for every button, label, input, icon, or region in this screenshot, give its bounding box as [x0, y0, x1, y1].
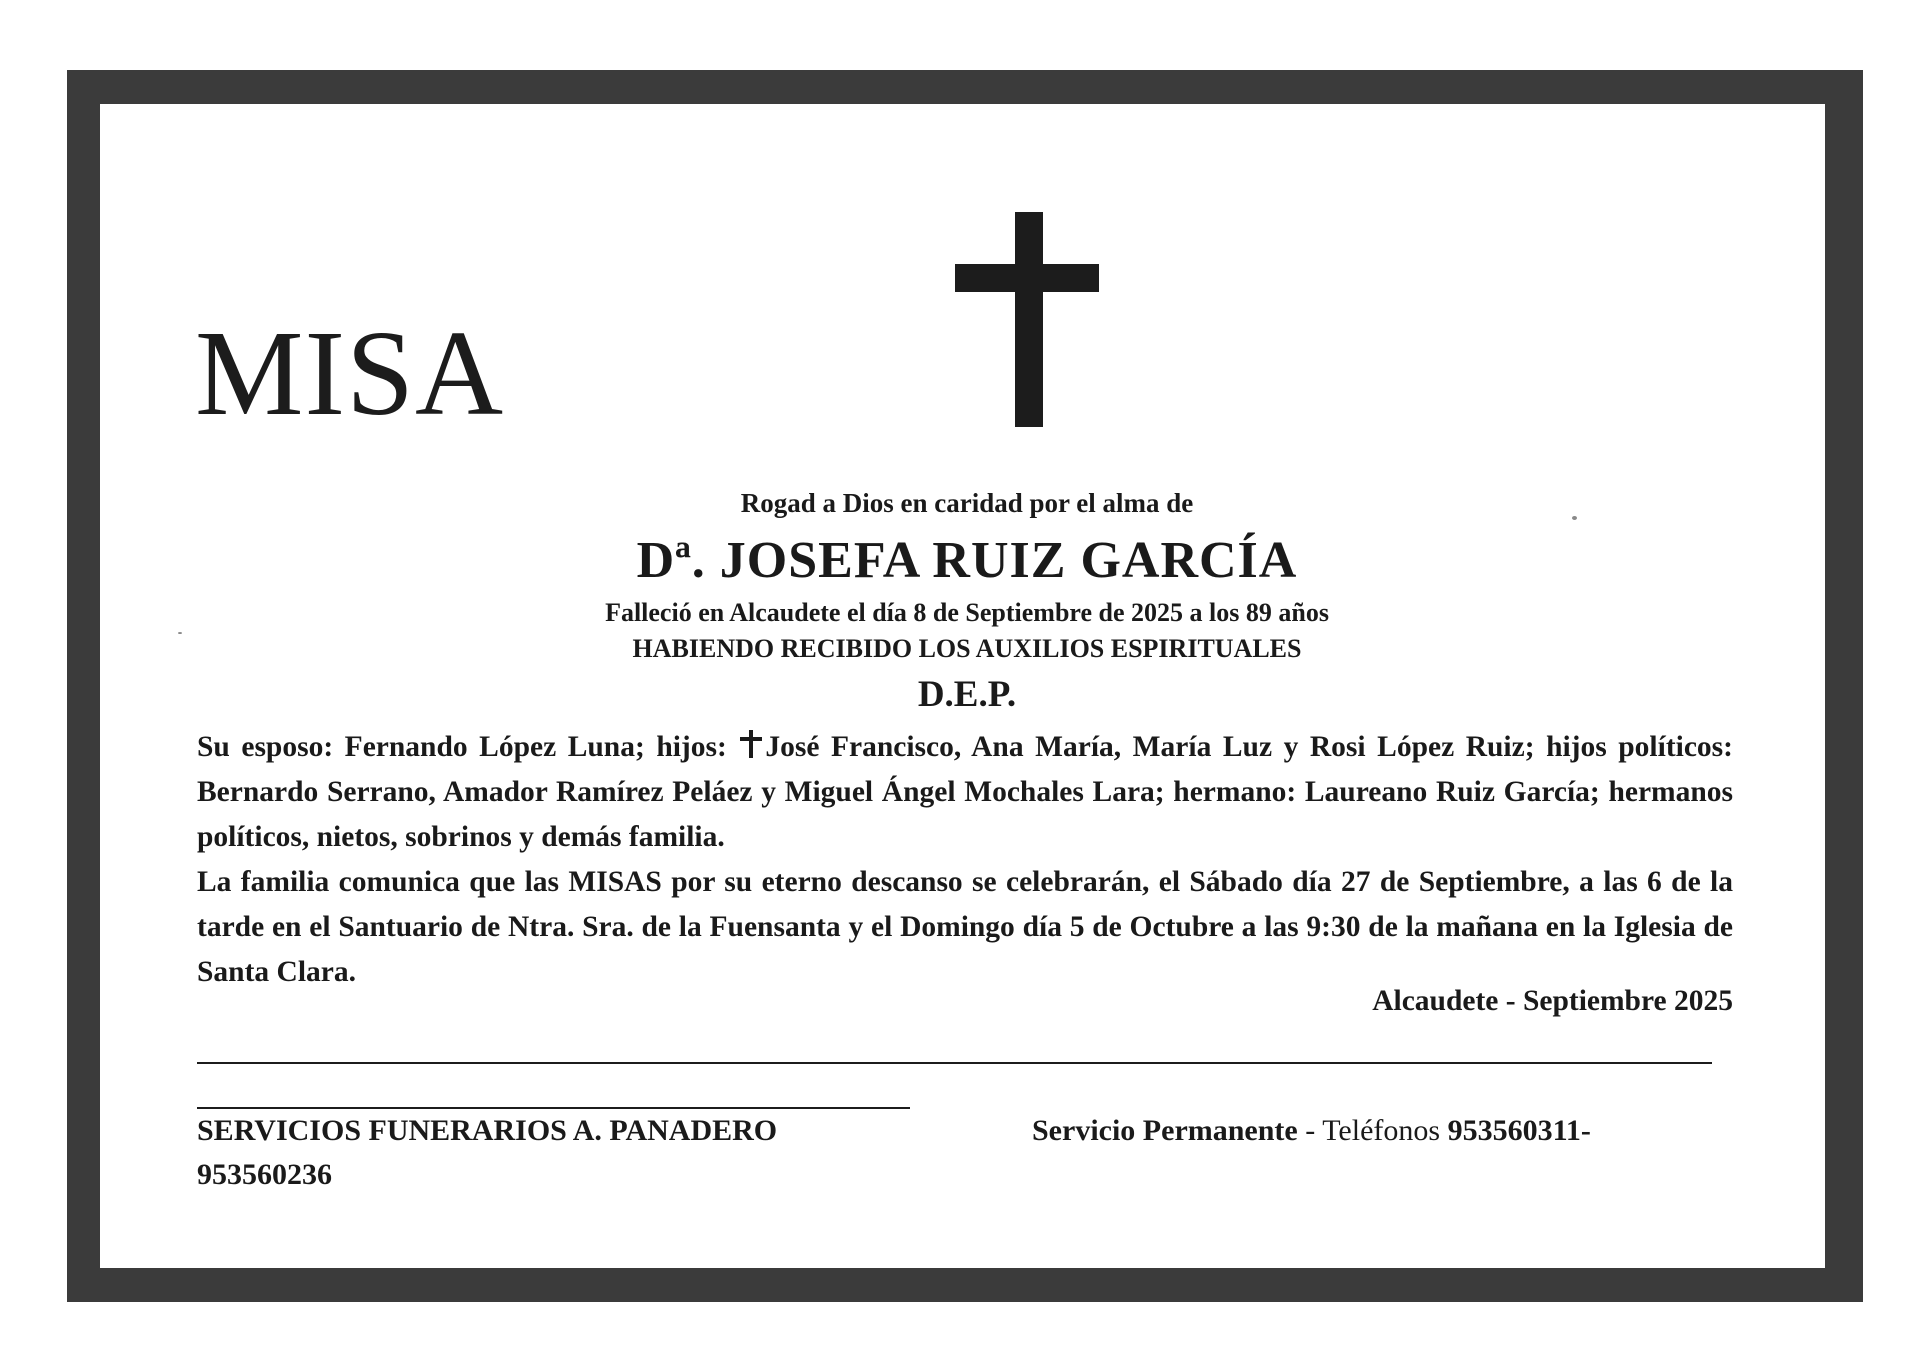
- cross-vertical-bar: [1015, 212, 1043, 427]
- place-date: Alcaudete - Septiembre 2025: [1372, 985, 1733, 1017]
- cross-horizontal-bar: [955, 264, 1099, 292]
- scan-speck: [1572, 516, 1577, 520]
- phone-2: 953560236: [197, 1158, 332, 1191]
- rip-line: D.E.P.: [917, 674, 1017, 715]
- family-text-rest: José Francisco, Ana María, María Luz y Rosi López Ruiz; hijos políticos: Bernardo Serrano, Amador Ramírez Peláez y Miguel Ángel Mochales Lara; hermano: Laureano Ruiz García; hermanos políticos, nietos, sobrinos y demás familia.: [197, 731, 1733, 853]
- masses-paragraph: La familia comunica que las MISAS por su eterno descanso se celebrarán, el Sábado día 27 de Septiembre, a las 6 de la tarde en el Santuario de Ntra. Sra. de la Fuensanta y el Domingo día 5 de Octubre a las 9:30 de la mañana en la Iglesia de Santa Clara.: [197, 866, 1733, 988]
- funeral-company: SERVICIOS FUNERARIOS A. PANADERO: [197, 1114, 778, 1147]
- service-label: Servicio Permanente: [1032, 1114, 1298, 1147]
- page-title: MISA: [195, 306, 505, 441]
- sacraments-notice: HABIENDO RECIBIDO LOS AUXILIOS ESPIRITUALES: [632, 634, 1302, 663]
- service-separator: -: [1297, 1114, 1323, 1147]
- scan-speck: [178, 632, 182, 634]
- intro-line: Rogad a Dios en caridad por el alma de: [740, 488, 1194, 518]
- family-text-start: Su esposo: Fernando López Luna; hijos:: [197, 731, 739, 763]
- divider-short: [197, 1107, 910, 1109]
- family-paragraph: [197, 725, 1733, 860]
- death-notice: Falleció en Alcaudete el día 8 de Septiembre de 2025 a los 89 años: [605, 598, 1329, 627]
- deceased-son-cross-icon: [740, 730, 762, 758]
- deceased-name: Dª. JOSEFA RUIZ GARCÍA: [636, 532, 1298, 589]
- divider-long: [197, 1062, 1712, 1064]
- obituary-body: [197, 725, 1733, 995]
- phone-1: 953560311-: [1447, 1114, 1591, 1147]
- service-info: [1032, 1110, 1591, 1152]
- latin-cross-icon: [955, 212, 1099, 427]
- phones-label: Teléfonos: [1322, 1114, 1448, 1147]
